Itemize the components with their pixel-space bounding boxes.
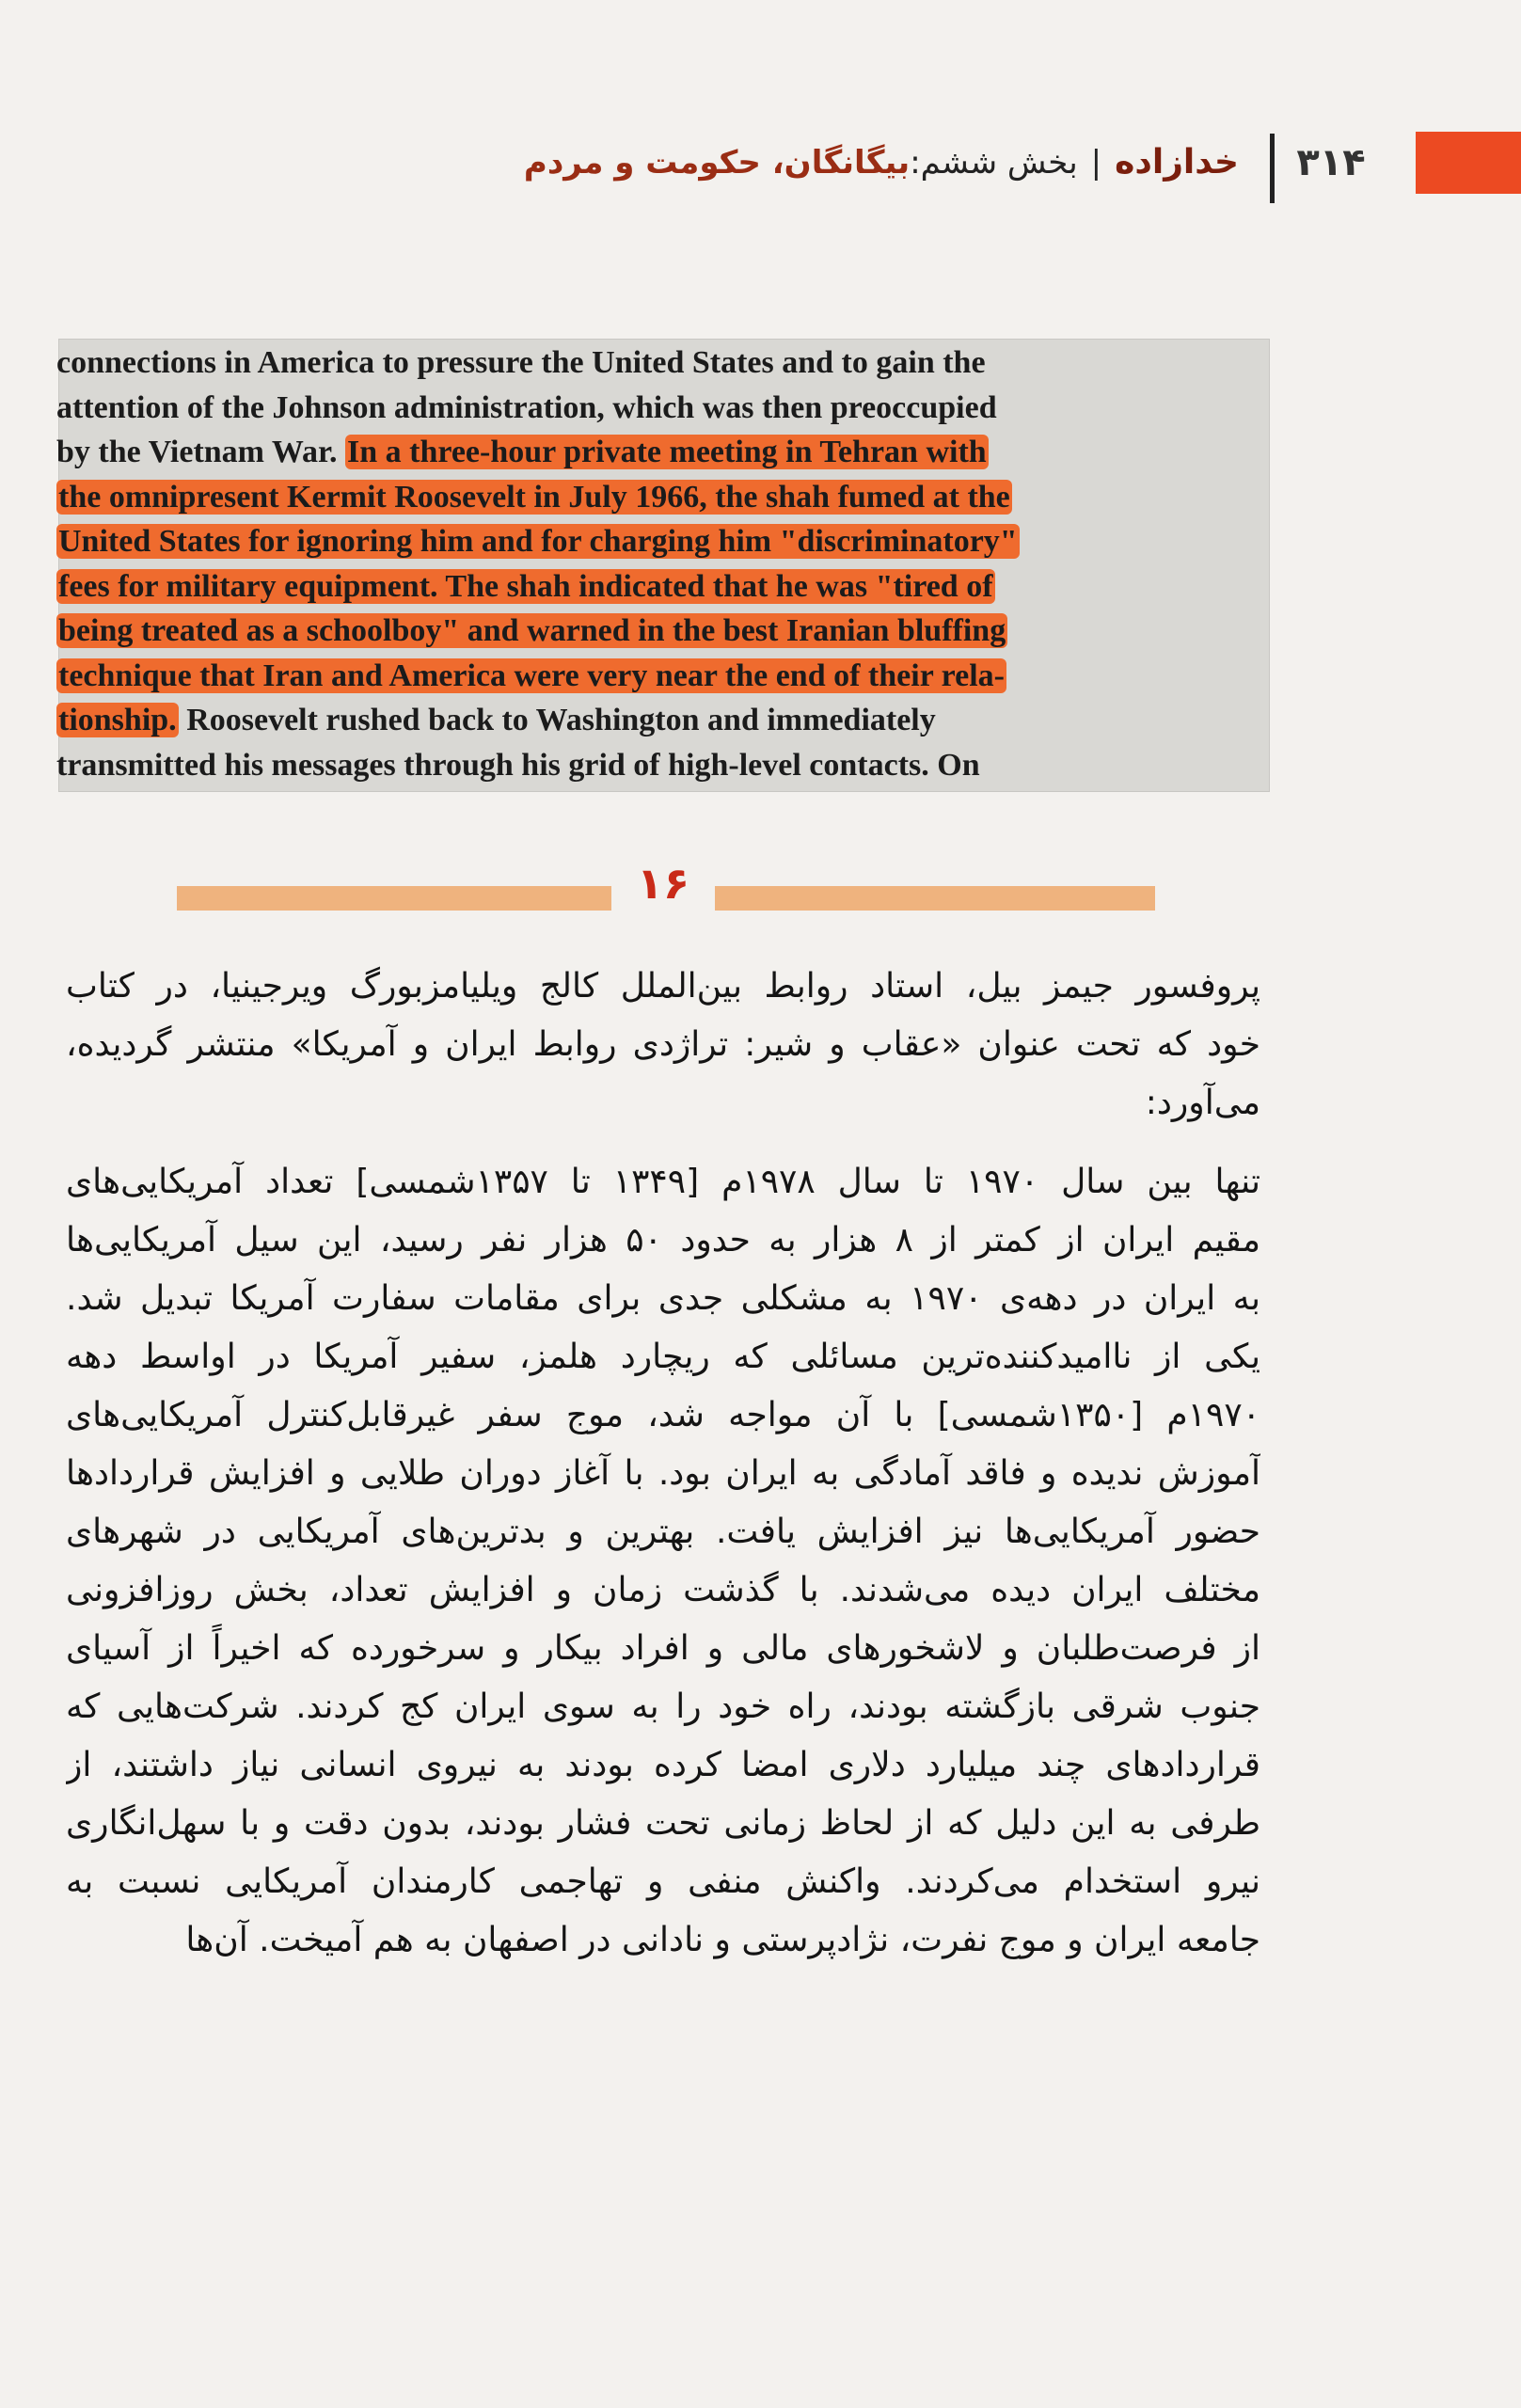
text-line: ۱۹۷۰م [۱۳۵۰شمسی] با آن مواجه شد، موج سفر غیرقابل‌کنترل آمریکایی‌های bbox=[66, 1396, 1260, 1434]
text-line: مقیم ایران از کمتر از ۸ هزار به حدود ۵۰ هزار نفر رسید، این سیل آمریکایی‌ها bbox=[66, 1221, 1260, 1259]
text-line: حضور آمریکایی‌ها نیز افزایش یافت. بهترین و بدترین‌های آمریکایی در شهرهای bbox=[66, 1513, 1260, 1551]
text-line: آموزش ندیده و فاقد آمادگی به ایران بود. با آغاز دوران طلایی و افزایش قراردادها bbox=[66, 1454, 1260, 1493]
page-edge-tab bbox=[1416, 132, 1521, 194]
quote-line bbox=[56, 386, 1204, 431]
quote-text-segment: attention of the Johnson administration, which was then preoccupied bbox=[56, 389, 997, 425]
quote-line bbox=[56, 519, 1204, 564]
text-line: می‌آورد: bbox=[1145, 1084, 1260, 1122]
highlighted-text: fees for military equipment. The shah indicated that he was "tired of bbox=[58, 568, 993, 604]
quote-line bbox=[56, 341, 1204, 386]
highlighted-text: being treated as a schoolboy" and warned in the best Iranian bluffing bbox=[58, 613, 1006, 648]
text-line: یکی از ناامیدکننده‌ترین مسائلی که ریچارد هلمز، سفیر آمریکا در اواسط دهه bbox=[66, 1338, 1260, 1376]
quote-line bbox=[56, 698, 1204, 743]
quote-text-segment: transmitted his messages through his grid of high-level contacts. On bbox=[56, 747, 980, 783]
body-text bbox=[66, 958, 1260, 1970]
text-line: جنوب شرقی بازگشته بودند، راه خود را به سوی ایران کج کردند. شرکت‌هایی که bbox=[66, 1687, 1260, 1726]
quote-text-segment: by the Vietnam War. bbox=[56, 435, 345, 469]
quote-line bbox=[56, 475, 1204, 520]
section-number: ۱۶ bbox=[611, 858, 715, 914]
text-line: به ایران در دهه‌ی ۱۹۷۰ به مشکلی جدی برای مقامات سفارت آمریکا تبدیل شد. bbox=[66, 1279, 1260, 1318]
page-number: ۳۱۴ bbox=[1296, 141, 1366, 184]
header-author: خدازاده bbox=[1115, 143, 1239, 182]
text-line: نیرو استخدام می‌کردند. واکنش منفی و تهاجمی کارمندان آمریکایی نسبت به bbox=[66, 1862, 1260, 1901]
text-line: تنها بین سال ۱۹۷۰ تا سال ۱۹۷۸م [۱۳۴۹ تا ۱۳۵۷شمسی] تعداد آمریکایی‌های bbox=[66, 1163, 1260, 1201]
main-paragraph bbox=[66, 1153, 1260, 1970]
quote-line bbox=[56, 654, 1204, 699]
text-line: از فرصت‌طلبان و لاشخورهای مالی و افراد بیکار و سرخورده که اخیراً از آسیای bbox=[66, 1629, 1260, 1668]
intro-paragraph bbox=[66, 958, 1260, 1133]
text-line: خود که تحت عنوان «عقاب و شیر: تراژدی روابط ایران و آمریکا» منتشر گردیده، bbox=[66, 1025, 1260, 1064]
highlighted-text: tionship. bbox=[58, 703, 177, 737]
text-line: قراردادهای چند میلیارد دلاری امضا کرده بودند به نیروی انسانی نیاز داشتند، از bbox=[66, 1746, 1260, 1784]
highlighted-text: technique that Iran and America were very near the end of their rela- bbox=[58, 657, 1006, 693]
header-separator: | bbox=[1090, 144, 1102, 182]
highlighted-text: In a three-hour private meeting in Tehran with bbox=[346, 435, 987, 469]
quote-text-segment: Roosevelt rushed back to Washington and immediately bbox=[178, 703, 936, 737]
highlighted-text: United States for ignoring him and for charging him "discriminatory" bbox=[58, 524, 1018, 559]
header-section: بخش ششم: bbox=[910, 144, 1078, 182]
text-line: طرفی به این دلیل که از لحاظ زمانی تحت فشار بودند، بدون دقت و با سهل‌انگاری bbox=[66, 1804, 1260, 1843]
text-line: مختلف ایران دیده می‌شدند. با گذشت زمان و افزایش تعداد، بخش روزافزونی bbox=[66, 1571, 1260, 1609]
running-header bbox=[524, 143, 1239, 182]
quote-line bbox=[56, 743, 1204, 788]
highlighted-text: the omnipresent Kermit Roosevelt in July 1966, the shah fumed at the bbox=[58, 479, 1010, 515]
quote-line bbox=[56, 609, 1204, 654]
text-line: جامعه ایران و موج نفرت، نژادپرستی و نادانی در اصفهان به هم آمیخت. آن‌ها bbox=[185, 1921, 1260, 1959]
header-divider bbox=[1270, 134, 1275, 203]
text-line: پروفسور جیمز بیل، استاد روابط بین‌الملل کالج ویلیامزبورگ ویرجینیا، در کتاب bbox=[66, 967, 1260, 1006]
header-subtitle: بیگانگان، حکومت و مردم bbox=[523, 144, 911, 182]
quote-line bbox=[56, 430, 1204, 475]
quote-text-segment: connections in America to pressure the United States and to gain the bbox=[56, 345, 986, 380]
quote-line bbox=[56, 564, 1204, 610]
quoted-excerpt-text bbox=[56, 341, 1204, 787]
